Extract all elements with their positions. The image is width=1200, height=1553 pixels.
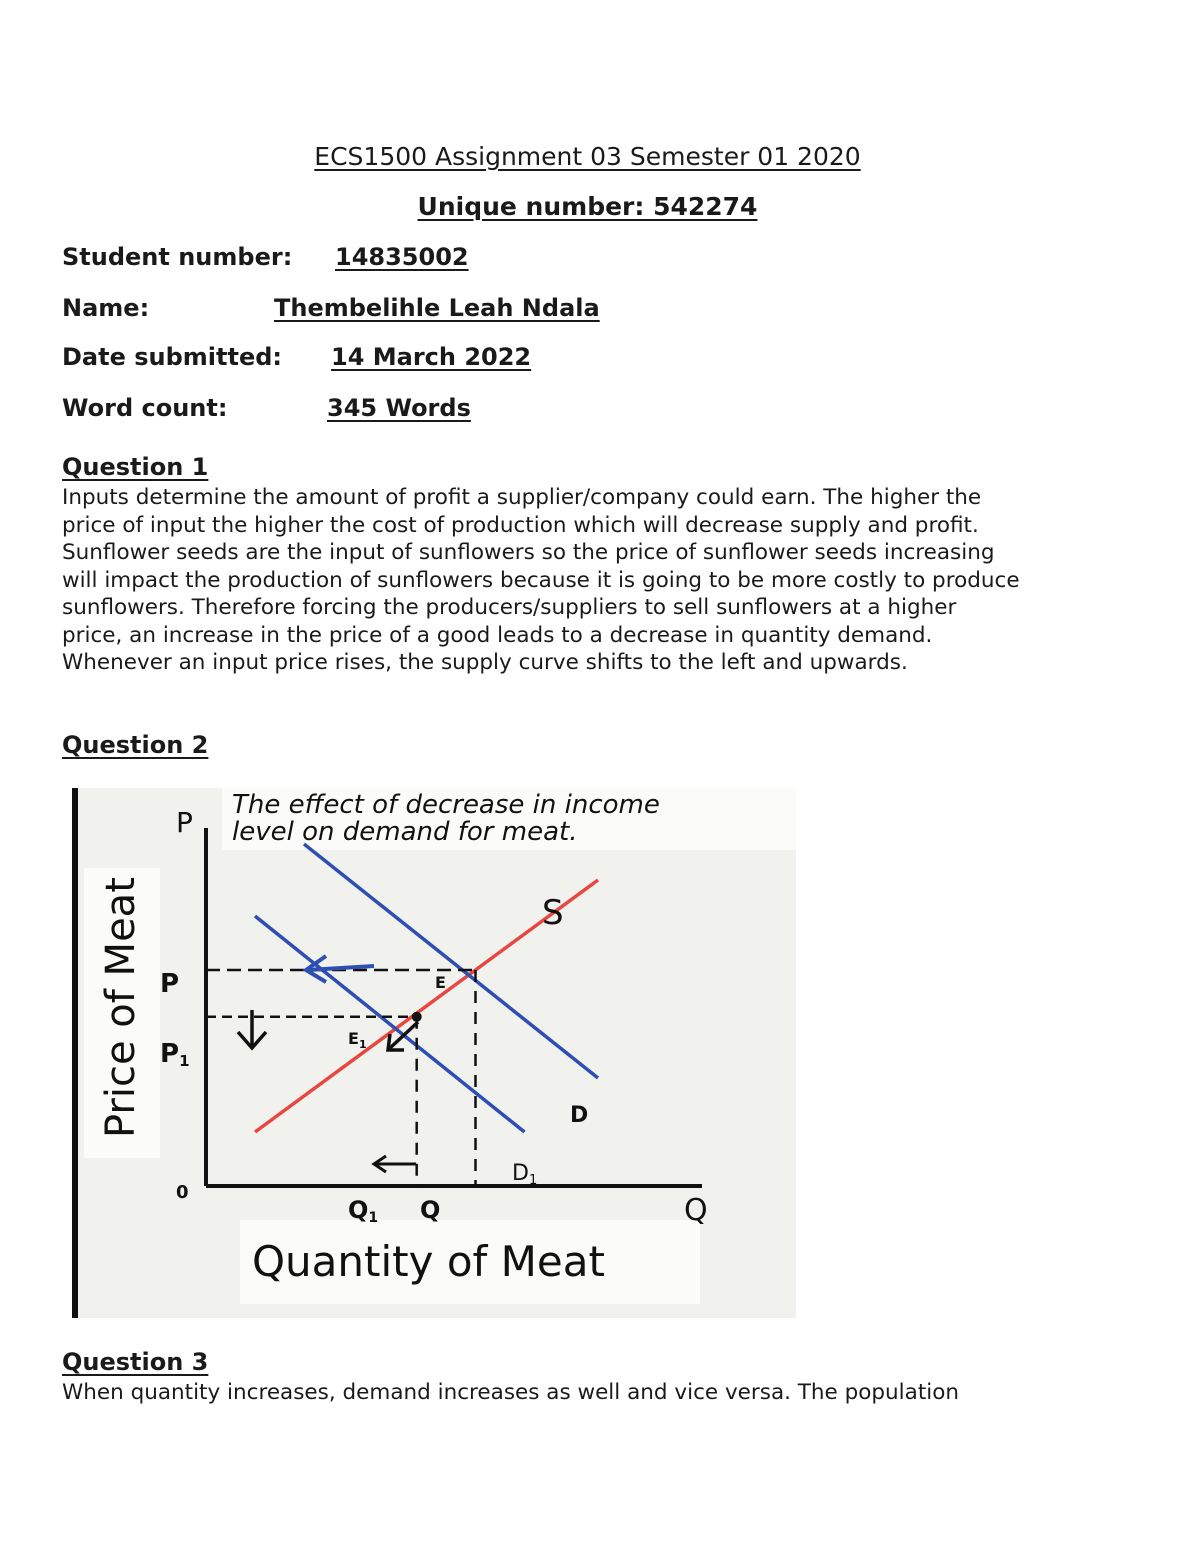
quantity-q-tick: Q [420, 1196, 441, 1224]
assignment-title: ECS1500 Assignment 03 Semester 01 2020 [314, 142, 861, 171]
demand-curve-d1 [255, 916, 525, 1132]
price-p1-tick: P1 [160, 1039, 190, 1070]
question-3-answer [62, 1379, 1152, 1407]
date-submitted-label: Date submitted: [62, 343, 283, 371]
unique-number: Unique number: 542274 [417, 192, 758, 221]
answer-line: sunflowers. Therefore forcing the producers/suppliers to sell sunflowers at a higher [62, 595, 957, 620]
price-p-tick: P [160, 969, 180, 999]
question-1-answer [62, 484, 1152, 677]
x-axis-label: Quantity of Meat [252, 1237, 605, 1286]
answer-line: price, an increase in the price of a good leads to a decrease in quantity demand. [62, 622, 933, 648]
question-3-heading: Question 3 [62, 1348, 209, 1376]
question-1-heading: Question 1 [62, 453, 209, 481]
answer-line: Whenever an input price rises, the supply curve shifts to the left and upwards. [62, 650, 908, 675]
demand-d1-label: D1 [512, 1161, 538, 1188]
answer-line: Inputs determine the amount of profit a supplier/company could earn. The higher the [62, 485, 982, 510]
y-axis-label: Price of Meat [98, 877, 144, 1138]
student-number-value: 14835002 [335, 243, 469, 271]
demand-label: D [570, 1103, 589, 1128]
answer-line: Sunflower seeds are the input of sunflowers so the price of sunflower seeds increasing [62, 540, 995, 565]
question-2-heading: Question 2 [62, 731, 209, 759]
date-submitted-value: 14 March 2022 [331, 343, 532, 371]
equilibrium-e-label: E [435, 973, 446, 992]
word-count-value: 345 Words [327, 394, 471, 422]
quantity-left-arrow [374, 1156, 416, 1172]
supply-demand-chart [72, 788, 796, 1318]
student-number-label: Student number: [62, 243, 293, 271]
answer-line: price of input the higher the cost of production which will decrease supply and profit. [62, 512, 979, 538]
chart-title-line-2: level on demand for meat. [232, 817, 578, 847]
axis-q-label: Q [684, 1193, 708, 1228]
answer-line: will impact the production of sunflowers because it is going to be more costly to produce [62, 567, 1020, 593]
axis-p-label: P [176, 806, 193, 839]
word-count-label: Word count: [62, 394, 228, 422]
supply-label: S [542, 893, 564, 933]
chart-title-line-1: The effect of decrease in income [232, 790, 660, 820]
equilibrium-e1-label: $E_1$ [348, 1029, 367, 1051]
equilibrium-e1-point [412, 1012, 422, 1022]
quantity-q1-tick: Q1 [348, 1196, 379, 1226]
name-value: Thembelihle Leah Ndala [274, 294, 600, 322]
photo-edge [72, 788, 78, 1318]
hand-drawn-chart-photo [72, 788, 796, 1318]
answer-line: When quantity increases, demand increases as well and vice versa. The population [62, 1380, 960, 1405]
origin-label: 0 [176, 1182, 189, 1203]
name-label: Name: [62, 294, 150, 322]
